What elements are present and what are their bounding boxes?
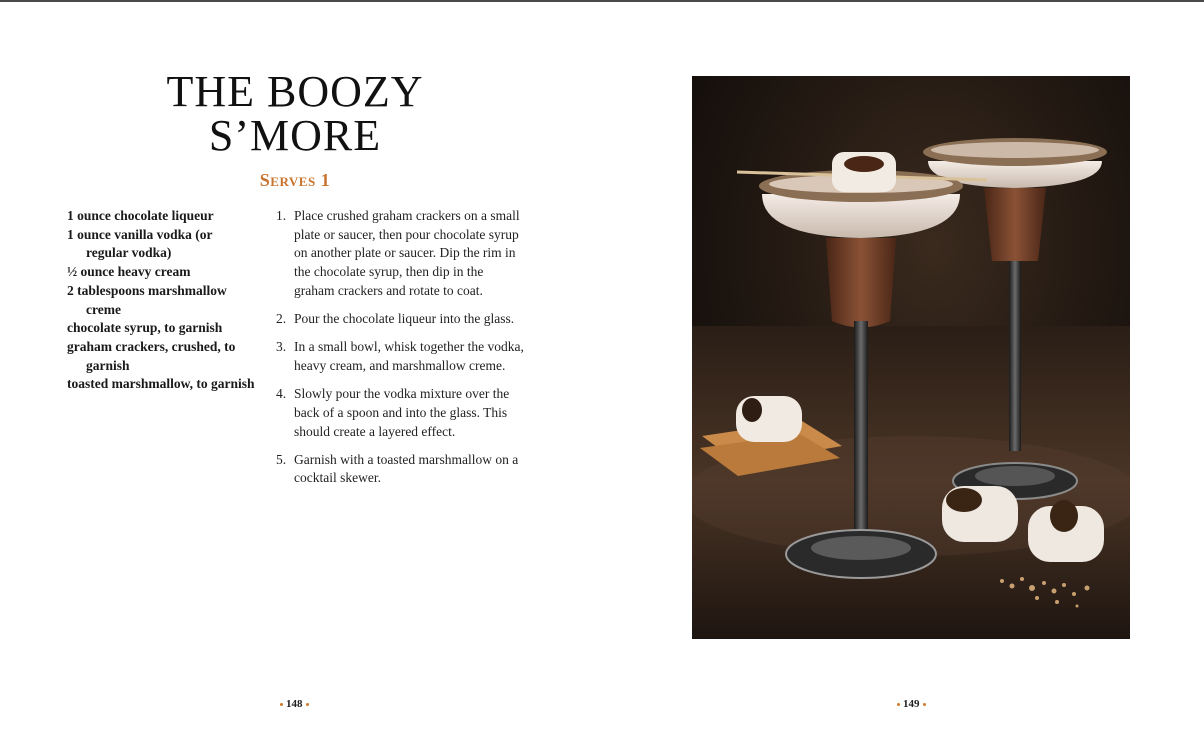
step-number: 1. <box>276 208 287 223</box>
step-text: Pour the chocolate liqueur into the glass. <box>294 311 515 327</box>
instruction-step <box>276 207 526 301</box>
page-number-right <box>897 698 926 710</box>
ingredient-item: graham crackers, crushed, to garnish <box>67 338 236 373</box>
recipe-title-line-1: THE BOOZY <box>166 67 424 116</box>
ingredient-item: 2 tablespoons marshmallow creme <box>67 282 227 317</box>
page-dot-icon <box>306 703 309 706</box>
step-number: 3. <box>276 339 287 355</box>
instructions-list <box>276 207 526 498</box>
page-dot-icon <box>923 703 926 706</box>
step-number: 4. <box>276 386 287 402</box>
recipe-title-line-2: S’MORE <box>208 111 382 160</box>
page-number-left <box>280 698 309 710</box>
instruction-step <box>276 338 526 375</box>
step-text: Place crushed graham crackers on a small plate or saucer, then pour chocolate syrup on another plate or saucer. Dip the rim in the chocolate syrup, then dip in the graham crackers and rotate to coat. <box>294 208 520 298</box>
page-number-text: 149 <box>903 698 920 710</box>
cocktail-photo <box>692 76 1130 639</box>
ingredients-list <box>67 207 257 394</box>
ingredient-item: ½ ounce heavy cream <box>67 264 191 280</box>
ingredient-item: chocolate syrup, to garnish <box>67 320 223 336</box>
step-number: 5. <box>276 451 287 467</box>
step-number: 2. <box>276 311 287 327</box>
instruction-step <box>276 385 526 441</box>
step-text: Garnish with a toasted marshmallow on a cocktail skewer. <box>294 451 519 486</box>
page-number-text: 148 <box>286 698 303 710</box>
ingredient-item: toasted marshmallow, to garnish <box>67 376 255 392</box>
ingredient-item: 1 ounce chocolate liqueur <box>67 208 214 223</box>
recipe-title <box>80 67 510 160</box>
step-text: In a small bowl, whisk together the vodka, heavy cream, and marshmallow creme. <box>294 339 524 373</box>
step-text: Slowly pour the vodka mixture over the back of a spoon and into the glass. This should create a layered effect. <box>294 386 510 439</box>
top-rule <box>0 0 1204 2</box>
instruction-step <box>276 451 526 488</box>
page-dot-icon <box>280 703 283 706</box>
instruction-step <box>276 310 526 329</box>
serves-label: Serves 1 <box>259 170 331 190</box>
page-dot-icon <box>897 703 900 706</box>
ingredient-item: 1 ounce vanilla vodka (or regular vodka) <box>67 226 213 261</box>
